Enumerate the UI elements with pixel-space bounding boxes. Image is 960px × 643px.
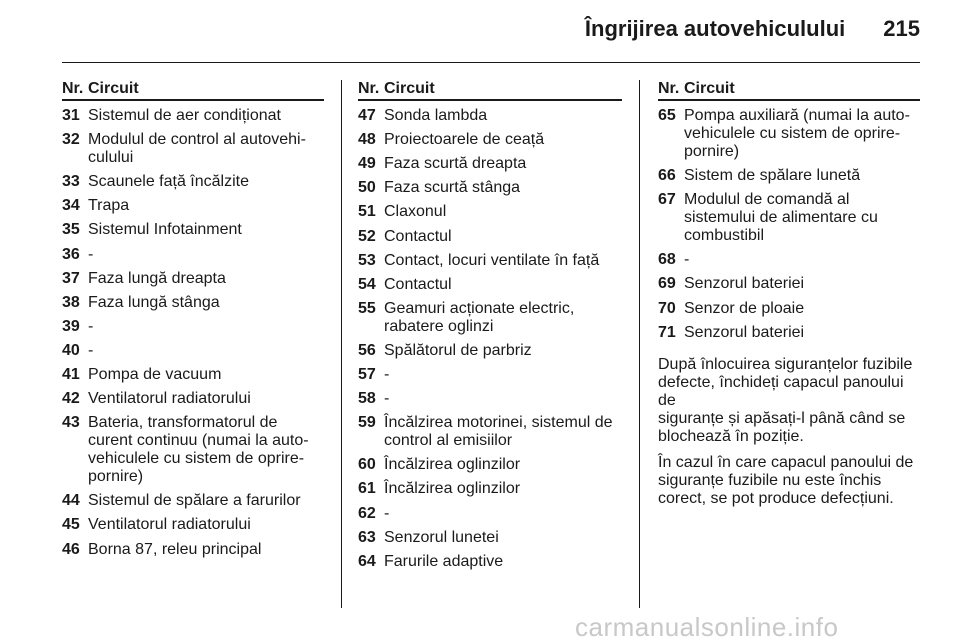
fuse-number: 37 xyxy=(62,269,80,287)
table-row xyxy=(62,270,324,288)
circuit-description: Borna 87, releu principal xyxy=(88,540,262,558)
fuse-number: 32 xyxy=(62,131,80,149)
table-row xyxy=(62,221,324,239)
fuse-number: 57 xyxy=(358,366,376,384)
column-divider-1 xyxy=(341,80,342,608)
table-row xyxy=(658,300,920,318)
fuse-number: 41 xyxy=(62,366,80,384)
circuit-description: Claxonul xyxy=(384,203,447,221)
header-divider xyxy=(62,62,920,63)
circuit-description: - xyxy=(384,504,390,522)
circuit-description: Încălzirea oglinzilor xyxy=(384,480,521,498)
circuit-description: Senzorul lunetei xyxy=(384,528,499,546)
circuit-description: Sistemul de aer condiționat xyxy=(88,107,281,125)
circuit-description: Faza lungă stânga xyxy=(88,293,220,311)
circuit-description: Bateria, transformatorul de curent continuu (numai la auto- vehiculele cu sistem de oprire- pornire) xyxy=(88,414,309,486)
circuit-description: Pompa de vacuum xyxy=(88,366,222,384)
circuit-description: Faza lungă dreapta xyxy=(88,269,226,287)
fuse-number: 34 xyxy=(62,197,80,215)
column-divider-2 xyxy=(639,80,640,608)
table-row xyxy=(358,155,622,173)
circuit-description: - xyxy=(88,245,94,263)
fuse-number: 38 xyxy=(62,293,80,311)
fuse-number: 69 xyxy=(658,275,676,293)
fuse-number: 45 xyxy=(62,516,80,534)
table-row xyxy=(62,342,324,360)
table-row xyxy=(658,251,920,269)
table-row xyxy=(658,275,920,293)
circuit-description: Geamuri acționate electric, rabatere oglinzi xyxy=(384,299,575,335)
fuse-number: 49 xyxy=(358,155,376,173)
circuit-description: Faza scurtă dreapta xyxy=(384,155,527,173)
circuit-description: Modulul de comandă al sistemului de alimentare cu combustibil xyxy=(684,191,878,245)
table-row xyxy=(62,366,324,384)
fuse-number: 39 xyxy=(62,317,80,335)
fuse-number: 60 xyxy=(358,456,376,474)
fuse-number: 36 xyxy=(62,245,80,263)
fuse-number: 59 xyxy=(358,414,376,432)
table-row xyxy=(62,390,324,408)
table-row xyxy=(658,167,920,185)
circuit-description: - xyxy=(384,366,390,384)
table-row xyxy=(658,191,920,245)
table-row xyxy=(62,197,324,215)
fuse-number: 62 xyxy=(358,504,376,522)
table-row xyxy=(358,179,622,197)
table-row xyxy=(62,318,324,336)
fuse-number: 61 xyxy=(358,480,376,498)
table-row xyxy=(358,203,622,221)
table-row xyxy=(358,276,622,294)
table-row xyxy=(62,173,324,191)
circuit-description: Modulul de control al autovehi- culului xyxy=(88,131,306,167)
table-header xyxy=(62,80,324,101)
fuse-number: 63 xyxy=(358,528,376,546)
circuit-description: Contactul xyxy=(384,227,452,245)
table-row xyxy=(358,366,622,384)
circuit-description: Spălătorul de parbriz xyxy=(384,341,532,359)
table-row xyxy=(358,131,622,149)
header-circuit: Circuit xyxy=(384,80,435,97)
circuit-description: Sistem de spălare lunetă xyxy=(684,167,861,185)
fuse-number: 47 xyxy=(358,107,376,125)
page-header xyxy=(585,16,920,42)
circuit-description: Sistemul de spălare a farurilor xyxy=(88,492,301,510)
circuit-description: Proiectoarele de ceață xyxy=(384,131,545,149)
fuse-number: 55 xyxy=(358,299,376,317)
table-row xyxy=(358,414,622,450)
header-nr: Nr. xyxy=(658,80,680,97)
table-row xyxy=(62,516,324,534)
table-row xyxy=(358,107,622,125)
fuse-number: 64 xyxy=(358,552,376,570)
table-row xyxy=(62,131,324,167)
table-row xyxy=(358,505,622,523)
table-row xyxy=(358,252,622,270)
circuit-description: - xyxy=(384,390,390,408)
circuit-description: Pompa auxiliară (numai la auto- vehiculele cu sistem de oprire- pornire) xyxy=(684,107,910,161)
table-row xyxy=(62,492,324,510)
circuit-description: Trapa xyxy=(88,197,130,215)
table-row xyxy=(62,294,324,312)
table-row xyxy=(358,300,622,336)
table-row xyxy=(62,107,324,125)
fuse-number: 35 xyxy=(62,221,80,239)
table-row xyxy=(358,553,622,571)
fuse-number: 33 xyxy=(62,173,80,191)
fuse-number: 51 xyxy=(358,203,376,221)
table-row xyxy=(62,414,324,486)
table-row xyxy=(358,228,622,246)
table-header xyxy=(658,80,920,101)
header-nr: Nr. xyxy=(358,80,380,97)
table-row xyxy=(62,541,324,559)
circuit-description: Senzorul bateriei xyxy=(684,275,805,293)
table-row xyxy=(62,246,324,264)
fuse-number: 46 xyxy=(62,540,80,558)
table-row xyxy=(358,480,622,498)
fuse-number: 56 xyxy=(358,341,376,359)
fuse-table-column-2 xyxy=(358,80,622,571)
circuit-description: Senzor de ploaie xyxy=(684,299,805,317)
circuit-description: Ventilatorul radiatorului xyxy=(88,390,251,408)
fuse-number: 52 xyxy=(358,227,376,245)
page-title: Îngrijirea autovehiculului xyxy=(584,16,846,41)
header-circuit: Circuit xyxy=(684,80,735,97)
header-circuit: Circuit xyxy=(88,80,139,97)
circuit-description: Încălzirea oglinzilor xyxy=(384,456,521,474)
fuse-table-column-1 xyxy=(62,80,324,559)
circuit-description: Încălzirea motorinei, sistemul de control al emisiilor xyxy=(384,414,613,450)
fuse-number: 54 xyxy=(358,275,376,293)
circuit-description: Contactul xyxy=(384,275,452,293)
table-row xyxy=(358,342,622,360)
fuse-number: 44 xyxy=(62,492,80,510)
fuse-number: 42 xyxy=(62,390,80,408)
fuse-number: 66 xyxy=(658,167,676,185)
fuse-number: 40 xyxy=(62,341,80,359)
fuse-number: 50 xyxy=(358,179,376,197)
fuse-number: 70 xyxy=(658,299,676,317)
circuit-description: - xyxy=(684,251,690,269)
fuse-number: 43 xyxy=(62,414,80,432)
table-row xyxy=(358,529,622,547)
table-row xyxy=(358,390,622,408)
circuit-description: Ventilatorul radiatorului xyxy=(88,516,251,534)
circuit-description: Scaunele față încălzite xyxy=(88,173,249,191)
watermark: carmanualsonline.info xyxy=(575,612,839,642)
circuit-description: Faza scurtă stânga xyxy=(384,179,521,197)
circuit-description: Senzorul bateriei xyxy=(684,323,805,341)
circuit-description: Sonda lambda xyxy=(384,107,488,125)
fuse-number: 68 xyxy=(658,251,676,269)
fuse-number: 53 xyxy=(358,251,376,269)
circuit-description: Contact, locuri ventilate în față xyxy=(384,251,600,269)
circuit-description: Sistemul Infotainment xyxy=(88,221,242,239)
table-header xyxy=(358,80,622,101)
circuit-description: Farurile adaptive xyxy=(384,552,504,570)
note-paragraph: După înlocuirea siguranțelor fuzibile defecte, închideți capacul panoului de siguranțe și apăsați-l până când se blochează în poziție. xyxy=(658,355,913,445)
fuse-number: 48 xyxy=(358,131,376,149)
fuse-number: 58 xyxy=(358,390,376,408)
table-row xyxy=(658,107,920,161)
page-number: 215 xyxy=(883,16,920,41)
fuse-number: 67 xyxy=(658,191,676,209)
fuse-number: 71 xyxy=(658,323,676,341)
table-row xyxy=(358,456,622,474)
fuse-number: 31 xyxy=(62,107,80,125)
fuse-table-column-3 xyxy=(658,80,920,508)
circuit-description: - xyxy=(88,317,94,335)
table-row xyxy=(658,324,920,342)
circuit-description: - xyxy=(88,341,94,359)
note-paragraph: În cazul în care capacul panoului de siguranțe fuzibile nu este închis corect, se pot produce defecțiuni. xyxy=(658,453,914,507)
header-nr: Nr. xyxy=(62,80,84,97)
fuse-number: 65 xyxy=(658,107,676,125)
